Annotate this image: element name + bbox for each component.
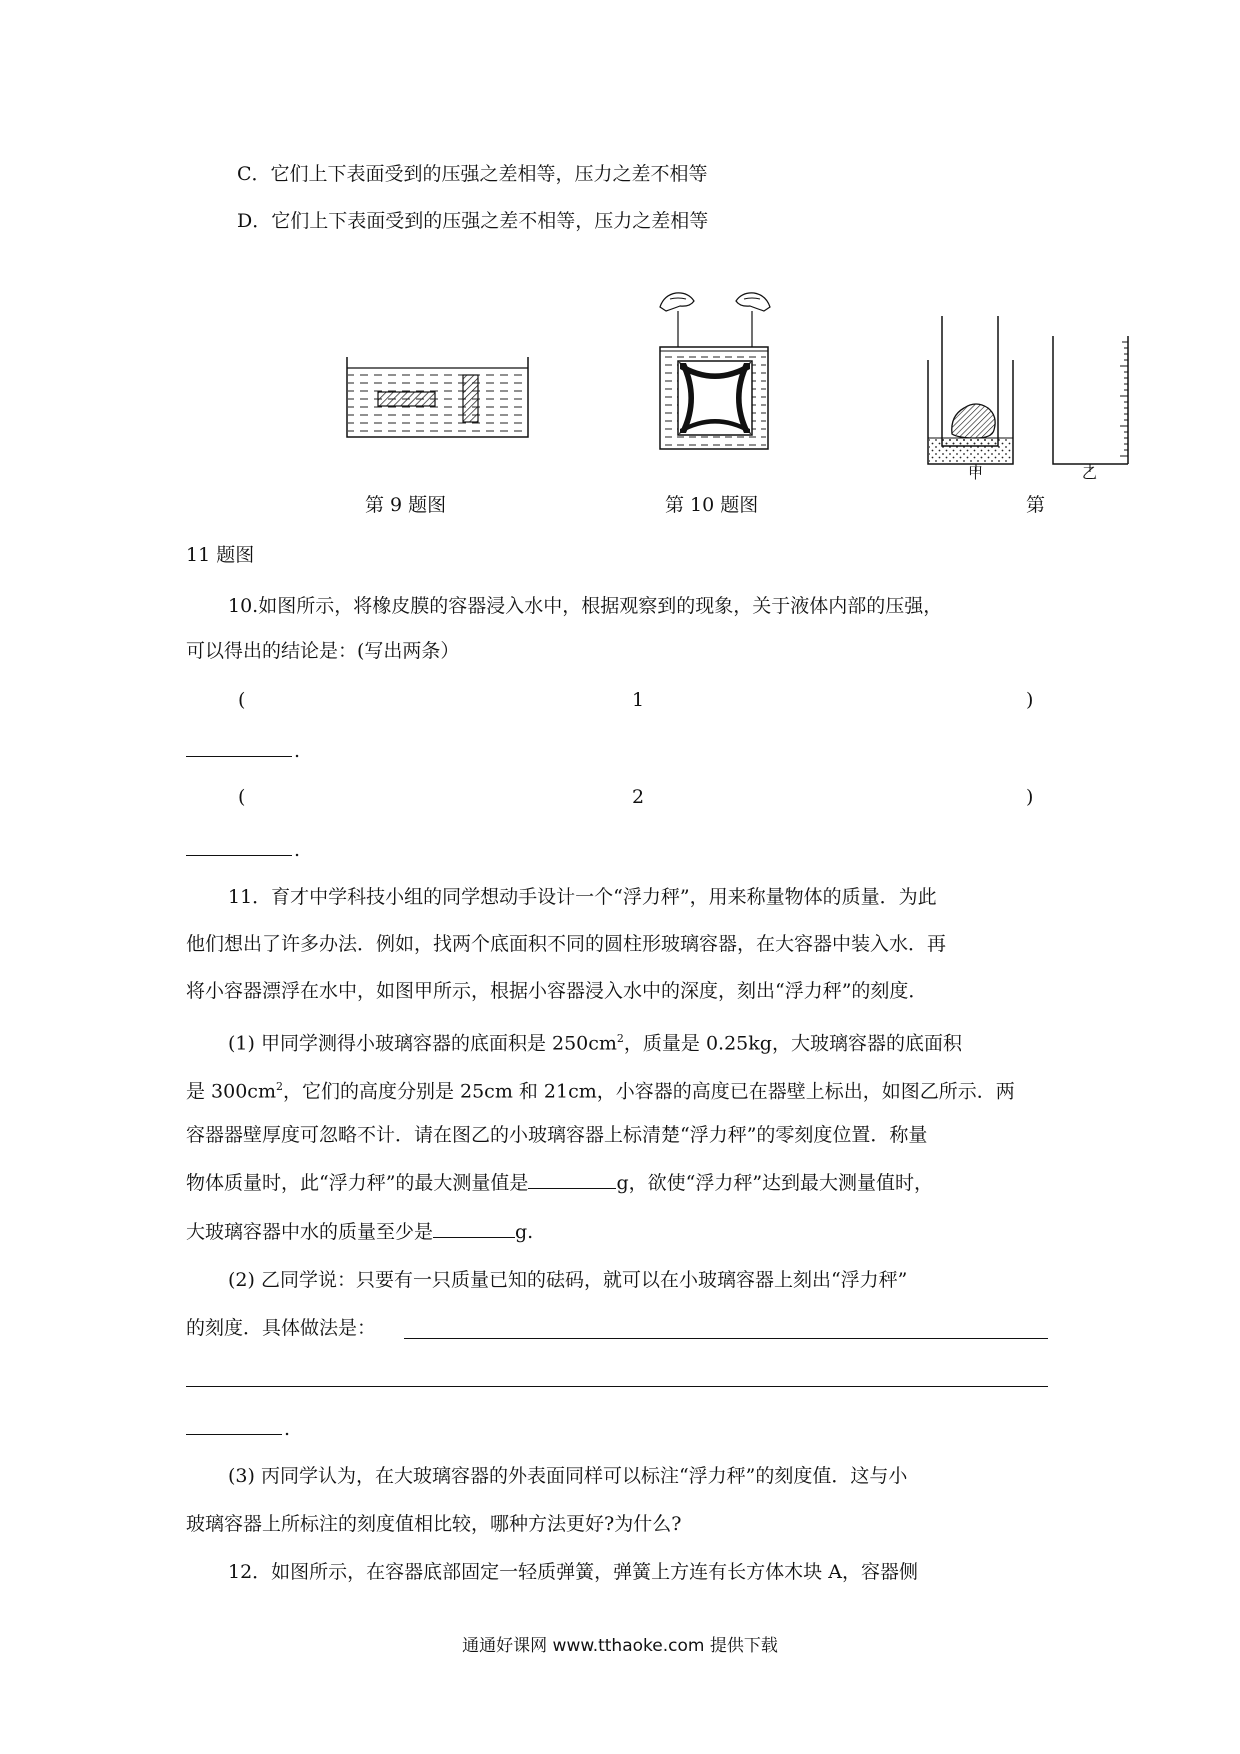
q10-ans1-number: 1 — [632, 689, 645, 711]
q10-stem-line1: 10.如图所示，将橡皮膜的容器浸入水中，根据观察到的现象，关于液体内部的压强， — [228, 595, 943, 617]
fig11-label-jia: 甲 — [968, 464, 984, 482]
q11-part2-answer-line1[interactable] — [404, 1338, 1048, 1339]
fig10-caption: 第 10 题图 — [665, 494, 759, 516]
fig9-diagram — [345, 355, 530, 455]
q11-intro-line1: 11．育才中学科技小组的同学想动手设计一个“浮力秤”，用来称量物体的质量．为此 — [228, 886, 937, 908]
q11-part1-line4 — [186, 1170, 933, 1196]
q11-part2-line1: (2) 乙同学说：只要有一只质量已知的砝码，就可以在小玻璃容器上刻出“浮力秤” — [228, 1269, 908, 1291]
q11-part2-line2: 的刻度．具体做法是： — [186, 1317, 377, 1339]
q11-part1-line4-a: 物体质量时，此“浮力秤”的最大测量值是 — [186, 1172, 529, 1194]
q11-part1-line5 — [186, 1219, 533, 1245]
q11-part3-line2: 玻璃容器上所标注的刻度值相比较，哪种方法更好?为什么? — [186, 1513, 682, 1535]
q12-stem-line1: 12．如图所示，在容器底部固定一轻质弹簧，弹簧上方连有长方体木块 A，容器侧 — [228, 1561, 918, 1583]
fig11-diagram — [920, 312, 1135, 482]
q11-part1-line1 — [228, 1026, 962, 1056]
q11-part1-line2 — [186, 1074, 1015, 1104]
q11-part1-line1-a: (1) 甲同学测得小玻璃容器的底面积是 250cm — [228, 1032, 617, 1055]
q11-part2-period: . — [284, 1418, 291, 1440]
q9-option-c: C．它们上下表面受到的压强之差相等，压力之差不相等 — [237, 163, 708, 185]
fig11-label-yi: 乙 — [1082, 464, 1098, 482]
q10-stem-line2: 可以得出的结论是：(写出两条） — [186, 640, 460, 662]
q10-ans1-period: . — [294, 740, 301, 762]
max-value-blank[interactable] — [528, 1170, 616, 1189]
fig11-caption-part2: 11 题图 — [186, 544, 255, 566]
superscript-2: 2 — [616, 1032, 624, 1045]
q11-part2-answer-line3[interactable] — [186, 1434, 282, 1435]
q10-ans2-open: ( — [238, 786, 246, 808]
q10-ans2-blank[interactable] — [186, 855, 292, 856]
superscript-2: 2 — [275, 1080, 283, 1093]
q11-part2-answer-line2[interactable] — [186, 1386, 1048, 1387]
page-footer: 通通好课网 www.tthaoke.com 提供下载 — [462, 1636, 778, 1656]
q10-ans1-close: ) — [1026, 689, 1034, 711]
q11-part1-line2-a: 是 300cm — [186, 1080, 276, 1103]
q11-part1-line3: 容器器壁厚度可忽略不计．请在图乙的小玻璃容器上标清楚“浮力秤”的零刻度位置．称量 — [186, 1124, 928, 1146]
water-mass-blank[interactable] — [433, 1219, 515, 1238]
q11-part1-line4-b: g，欲使“浮力秤”达到最大测量值时， — [616, 1172, 934, 1194]
fig11-caption-part1: 第 — [1026, 494, 1046, 516]
q9-option-d: D．它们上下表面受到的压强之差不相等，压力之差相等 — [237, 210, 709, 232]
q10-ans2-period: . — [294, 839, 301, 861]
q11-intro-line2: 他们想出了许多办法．例如，找两个底面积不同的圆柱形玻璃容器，在大容器中装入水．再 — [186, 933, 947, 955]
q11-part1-line5-b: g. — [515, 1221, 534, 1243]
q11-part1-line5-a: 大玻璃容器中水的质量至少是 — [186, 1221, 434, 1243]
q11-part1-line2-b: ，它们的高度分别是 25cm 和 21cm，小容器的高度已在器壁上标出，如图乙所示．两 — [282, 1080, 1015, 1103]
fig10-diagram — [640, 289, 790, 454]
q11-part1-line1-b: ，质量是 0.25kg，大玻璃容器的底面积 — [623, 1032, 962, 1055]
q10-ans2-number: 2 — [632, 786, 645, 808]
q11-part3-line1: (3) 丙同学认为，在大玻璃容器的外表面同样可以标注“浮力秤”的刻度值．这与小 — [228, 1465, 908, 1487]
q10-ans1-open: ( — [238, 689, 246, 711]
q10-ans2-close: ) — [1026, 786, 1034, 808]
q10-ans1-blank[interactable] — [186, 756, 292, 757]
q11-intro-line3: 将小容器漂浮在水中，如图甲所示，根据小容器浸入水中的深度，刻出“浮力秤”的刻度． — [186, 980, 928, 1002]
fig9-caption: 第 9 题图 — [365, 494, 447, 516]
